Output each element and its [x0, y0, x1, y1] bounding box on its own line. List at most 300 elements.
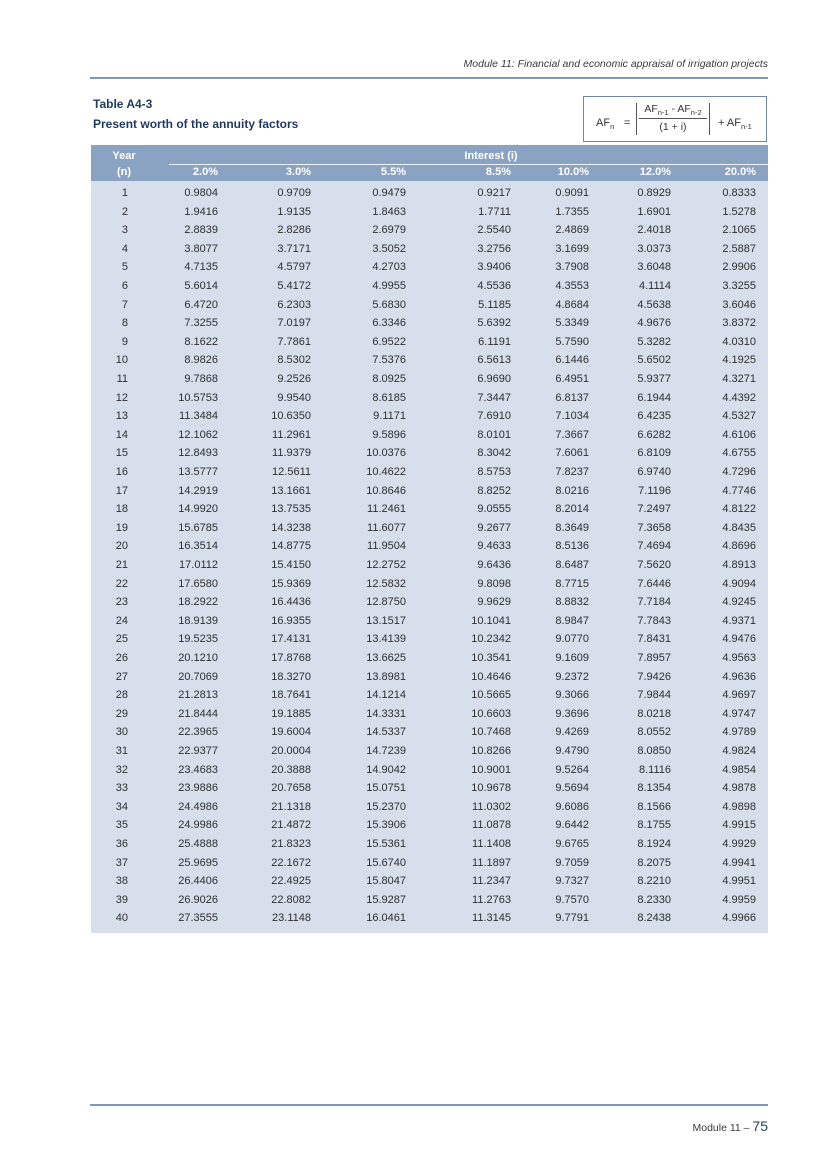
factor-cell: 10.4646 [471, 670, 511, 683]
factor-cell: 2.8839 [184, 224, 218, 237]
factor-cell: 4.1925 [722, 354, 756, 367]
factor-cell: 15.6740 [366, 856, 406, 869]
factor-cell: 20.7658 [271, 782, 311, 795]
factor-cell: 10.5753 [178, 391, 218, 404]
table-row [91, 408, 768, 426]
factor-cell: 14.2919 [178, 484, 218, 497]
factor-cell: 11.1408 [472, 838, 511, 850]
factor-cell: 7.6061 [555, 447, 589, 460]
factor-cell: 3.5052 [372, 242, 406, 255]
factor-cell: 8.5302 [277, 354, 311, 367]
year-cell: 29 [115, 707, 128, 720]
factor-cell: 7.8431 [637, 633, 671, 646]
table-row [91, 334, 768, 352]
factor-cell: 10.0376 [366, 447, 406, 460]
factor-cell: 14.7239 [366, 745, 406, 757]
header-rate: 3.0% [285, 166, 311, 178]
factor-cell: 0.8929 [637, 187, 671, 199]
factor-cell: 3.6046 [722, 298, 756, 311]
year-cell: 28 [115, 689, 128, 702]
factor-cell: 15.9369 [271, 577, 311, 590]
year-cell: 31 [115, 745, 128, 757]
year-cell: 17 [115, 484, 128, 497]
factor-cell: 7.3658 [637, 521, 671, 534]
factor-cell: 8.5136 [555, 540, 589, 553]
formula-equals: = [624, 117, 631, 129]
table-row [91, 371, 768, 389]
factor-cell: 7.7843 [637, 614, 671, 627]
factor-cell: 3.3255 [722, 280, 756, 292]
factor-cell: 7.6446 [637, 577, 671, 590]
factor-cell: 7.6910 [477, 410, 511, 423]
factor-cell: 9.8098 [477, 577, 511, 590]
factor-cell: 8.1924 [637, 838, 671, 850]
factor-cell: 16.3514 [178, 540, 218, 553]
factor-cell: 6.4235 [637, 410, 671, 423]
factor-cell: 21.1318 [271, 800, 311, 813]
factor-cell: 11.3484 [179, 410, 218, 423]
factor-cell: 8.1116 [638, 763, 671, 776]
factor-cell: 4.9951 [722, 875, 756, 888]
year-cell: 25 [115, 633, 128, 646]
factor-cell: 10.5665 [471, 689, 511, 702]
year-cell: 15 [115, 447, 128, 460]
table-row [91, 631, 768, 649]
year-cell: 20 [115, 540, 128, 553]
factor-cell: 4.9697 [722, 689, 756, 702]
factor-cell: 10.1041 [471, 614, 511, 627]
factor-cell: 0.9217 [477, 187, 511, 199]
factor-cell: 10.6350 [271, 410, 311, 423]
formula-lhs: $AF_n$ [596, 117, 615, 132]
factor-cell: 3.8372 [722, 317, 756, 330]
year-cell: 11 [116, 373, 128, 385]
factor-cell: 4.7296 [722, 466, 756, 478]
factor-cell: 2.9906 [722, 261, 756, 274]
factor-cell: 8.8252 [477, 484, 511, 497]
factor-cell: 6.8109 [637, 447, 671, 460]
factor-cell: 4.9476 [722, 633, 756, 646]
factor-cell: 4.9636 [722, 670, 756, 683]
factor-cell: 10.8266 [471, 745, 511, 757]
factor-cell: 4.9854 [722, 763, 756, 776]
factor-cell: 9.7570 [555, 893, 589, 906]
factor-cell: 1.9416 [184, 205, 218, 218]
factor-cell: 9.7059 [555, 856, 589, 869]
factor-cell: 4.9789 [722, 726, 756, 739]
factor-cell: 14.9042 [366, 763, 406, 776]
factor-cell: 1.7355 [555, 205, 589, 218]
table-row [91, 222, 768, 240]
factor-cell: 22.1672 [271, 856, 311, 869]
factor-cell: 7.8957 [637, 652, 671, 664]
table-row [91, 483, 768, 501]
factor-cell: 8.2330 [637, 893, 671, 906]
factor-cell: 3.9406 [477, 261, 511, 274]
factor-cell: 23.9886 [178, 782, 218, 795]
factor-cell: 8.0218 [637, 707, 671, 720]
header-rate: 20.0% [724, 166, 756, 178]
table-row [91, 259, 768, 277]
factor-cell: 9.7791 [555, 912, 589, 925]
factor-cell: 8.1566 [637, 800, 671, 813]
year-cell: 34 [115, 800, 128, 813]
factor-cell: 6.1944 [637, 391, 671, 404]
factor-cell: 14.9920 [178, 503, 218, 516]
page-number: 75 [752, 1118, 768, 1134]
factor-cell: 25.4888 [178, 838, 218, 850]
factor-cell: 4.9898 [722, 800, 756, 813]
year-cell: 16 [115, 466, 128, 478]
factor-cell: 9.3696 [555, 707, 589, 720]
factor-cell: 9.5694 [555, 782, 589, 795]
factor-cell: 11.6077 [367, 521, 406, 534]
factor-cell: 15.8047 [366, 875, 406, 888]
year-cell: 40 [115, 912, 128, 925]
factor-cell: 4.9824 [722, 745, 756, 757]
factor-cell: 5.3282 [637, 335, 671, 348]
year-cell: 8 [121, 317, 128, 330]
factor-cell: 2.4869 [555, 224, 589, 237]
factor-cell: 4.8696 [722, 540, 756, 553]
factor-cell: 2.8286 [277, 224, 311, 237]
header-interest: Interest (i) [464, 150, 518, 162]
factor-cell: 4.2703 [372, 261, 406, 274]
year-cell: 4 [121, 242, 128, 255]
factor-cell: 8.6487 [555, 559, 589, 571]
formula-fraction-line [639, 118, 707, 119]
factor-cell: 22.4925 [271, 875, 311, 888]
factor-cell: 9.4633 [477, 540, 511, 553]
factor-cell: 10.3541 [471, 652, 511, 664]
factor-cell: 4.8435 [722, 521, 756, 534]
factor-cell: 20.7069 [178, 670, 218, 683]
factor-cell: 20.1210 [178, 652, 218, 664]
factor-cell: 5.3349 [555, 317, 589, 330]
factor-cell: 6.4951 [555, 373, 589, 385]
table-row [91, 892, 768, 910]
factor-cell: 8.2014 [555, 503, 589, 516]
factor-cell: 14.1214 [366, 689, 406, 702]
table-row [91, 817, 768, 835]
factor-cell: 6.1191 [478, 335, 511, 348]
table-row [91, 241, 768, 259]
factor-cell: 11.1897 [472, 856, 511, 869]
table-row [91, 390, 768, 408]
factor-cell: 9.3066 [555, 689, 589, 702]
factor-cell: 7.3447 [477, 391, 511, 404]
table-row [91, 855, 768, 873]
factor-cell: 1.9135 [277, 205, 311, 218]
factor-cell: 1.7711 [478, 205, 511, 218]
table-row [91, 204, 768, 222]
factor-cell: 8.2075 [637, 856, 671, 869]
factor-cell: 9.2372 [555, 670, 589, 683]
table-row [91, 669, 768, 687]
factor-cell: 5.4172 [277, 280, 311, 292]
year-cell: 26 [115, 652, 128, 664]
factor-cell: 5.7590 [555, 335, 589, 348]
factor-cell: 7.1034 [555, 410, 589, 423]
factor-cell: 15.0751 [366, 782, 406, 795]
table-row [91, 445, 768, 463]
factor-cell: 9.6086 [555, 800, 589, 813]
factor-cell: 9.0770 [555, 633, 589, 646]
factor-cell: 15.2370 [366, 800, 406, 813]
table-row [91, 297, 768, 315]
factor-cell: 7.3667 [555, 428, 589, 441]
running-header: Module 11: Financial and economic appraisal of irrigation projects [463, 58, 768, 70]
year-cell: 10 [115, 354, 128, 367]
factor-cell: 10.7468 [471, 726, 511, 739]
factor-cell: 6.9740 [637, 466, 671, 478]
factor-cell: 11.2763 [472, 893, 511, 906]
factor-cell: 7.2497 [637, 503, 671, 516]
year-cell: 39 [115, 893, 128, 906]
table-row [91, 501, 768, 519]
year-cell: 12 [115, 391, 128, 404]
formula-box [583, 96, 767, 142]
factor-cell: 6.1446 [555, 354, 589, 367]
table-row [91, 557, 768, 575]
factor-cell: 3.6048 [637, 261, 671, 274]
year-cell: 30 [115, 726, 128, 739]
factor-cell: 5.1185 [478, 298, 511, 311]
year-cell: 23 [115, 596, 128, 609]
factor-cell: 11.0302 [472, 800, 511, 813]
factor-cell: 12.5832 [366, 577, 406, 590]
factor-cell: 9.4269 [555, 726, 589, 739]
factor-cell: 4.1114 [638, 280, 671, 292]
factor-cell: 8.5753 [477, 466, 511, 478]
factor-cell: 11.2347 [472, 875, 511, 888]
header-rate: 8.5% [485, 166, 511, 178]
year-cell: 36 [115, 838, 128, 850]
factor-cell: 21.8323 [271, 838, 311, 850]
year-cell: 22 [115, 577, 128, 590]
formula-denominator: (1 + i) [659, 121, 687, 133]
factor-cell: 6.9690 [477, 373, 511, 385]
factor-cell: 14.8775 [271, 540, 311, 553]
factor-cell: 14.3238 [271, 521, 311, 534]
factor-cell: 9.2526 [277, 373, 311, 385]
formula-plus-term: + $AF_{n-1}$ [718, 117, 752, 132]
factor-cell: 4.6755 [722, 447, 756, 460]
table-row [91, 743, 768, 761]
factor-cell: 4.7746 [722, 484, 756, 497]
factor-cell: 8.8832 [555, 596, 589, 609]
factor-cell: 15.6785 [178, 521, 218, 534]
factor-cell: 21.4872 [271, 819, 311, 832]
factor-cell: 4.9747 [722, 707, 756, 720]
header-rate: 12.0% [639, 166, 671, 178]
factor-cell: 4.9915 [722, 819, 756, 832]
factor-cell: 6.5613 [477, 354, 511, 367]
factor-cell: 3.7171 [277, 242, 311, 255]
factor-cell: 17.0112 [179, 559, 218, 571]
factor-cell: 0.9709 [277, 187, 311, 199]
year-cell: 14 [115, 428, 128, 441]
factor-cell: 6.2303 [277, 298, 311, 311]
factor-cell: 4.9929 [722, 838, 756, 850]
year-cell: 27 [115, 670, 128, 683]
factor-cell: 18.2922 [178, 596, 218, 609]
factor-cell: 4.9676 [637, 317, 671, 330]
factor-cell: 7.5620 [637, 559, 671, 571]
factor-cell: 11.2461 [367, 503, 406, 516]
table-row [91, 873, 768, 891]
factor-cell: 20.3888 [271, 763, 311, 776]
factor-cell: 7.1196 [638, 484, 671, 497]
factor-cell: 5.6392 [477, 317, 511, 330]
factor-cell: 0.9804 [184, 187, 218, 199]
factor-cell: 0.9479 [372, 187, 406, 199]
factor-cell: 4.9966 [722, 912, 756, 925]
table-row [91, 427, 768, 445]
factor-cell: 19.1885 [271, 707, 311, 720]
factor-cell: 8.7715 [555, 577, 589, 590]
factor-cell: 11.2961 [272, 428, 311, 441]
factor-cell: 10.9678 [471, 782, 511, 795]
factor-cell: 7.9426 [637, 670, 671, 683]
table-row [91, 650, 768, 668]
table-row [91, 594, 768, 612]
factor-cell: 4.9941 [722, 856, 756, 869]
year-cell: 33 [115, 782, 128, 795]
factor-cell: 9.6436 [477, 559, 511, 571]
factor-cell: 13.7535 [271, 503, 311, 516]
factor-cell: 1.8463 [372, 205, 406, 218]
factor-cell: 19.6004 [271, 726, 311, 739]
factor-cell: 9.1609 [555, 652, 589, 664]
factor-cell: 1.6901 [637, 205, 671, 218]
factor-cell: 8.6185 [372, 391, 406, 404]
factor-cell: 13.6625 [366, 652, 406, 664]
factor-cell: 6.9522 [372, 335, 406, 348]
table-row [91, 780, 768, 798]
factor-cell: 17.6580 [178, 577, 218, 590]
header-rate: 2.0% [192, 166, 218, 178]
factor-cell: 17.8768 [271, 652, 311, 664]
factor-cell: 22.3965 [178, 726, 218, 739]
factor-cell: 16.4436 [271, 596, 311, 609]
year-cell: 3 [121, 224, 128, 237]
factor-cell: 8.2210 [637, 875, 671, 888]
factor-cell: 20.0004 [271, 745, 311, 757]
factor-cell: 9.0555 [477, 503, 511, 516]
factor-cell: 17.4131 [271, 633, 311, 646]
factor-cell: 15.4150 [271, 559, 311, 571]
table-row [91, 687, 768, 705]
factor-cell: 9.6765 [555, 838, 589, 850]
factor-cell: 10.9001 [471, 763, 511, 776]
factor-cell: 12.2752 [366, 559, 406, 571]
factor-cell: 2.5887 [722, 242, 756, 255]
table-row [91, 762, 768, 780]
factor-cell: 12.1062 [178, 428, 218, 441]
factor-cell: 21.8444 [178, 707, 218, 720]
factor-cell: 19.5235 [178, 633, 218, 646]
factor-cell: 2.4018 [637, 224, 671, 237]
table-row [91, 910, 768, 928]
factor-cell: 4.9955 [372, 280, 406, 292]
factor-cell: 23.1148 [272, 912, 311, 925]
header-n: (n) [116, 166, 132, 178]
year-cell: 2 [121, 205, 128, 218]
factor-cell: 3.8077 [184, 242, 218, 255]
factor-cell: 11.0878 [472, 819, 511, 832]
factor-cell: 3.2756 [477, 242, 511, 255]
factor-cell: 18.7641 [271, 689, 311, 702]
factor-cell: 15.3906 [366, 819, 406, 832]
year-cell: 32 [115, 763, 128, 776]
factor-cell: 4.5797 [277, 261, 311, 274]
year-cell: 35 [115, 819, 128, 832]
table-header [91, 145, 768, 181]
factor-cell: 8.0850 [637, 745, 671, 757]
factor-cell: 7.8237 [555, 466, 589, 478]
factor-cell: 4.9371 [722, 614, 756, 627]
factor-cell: 15.5361 [366, 838, 406, 850]
factor-cell: 8.0216 [555, 484, 589, 497]
factor-cell: 4.8913 [722, 559, 756, 571]
factor-cell: 4.4392 [722, 391, 756, 404]
factor-cell: 13.1517 [366, 614, 406, 627]
table-row [91, 576, 768, 594]
factor-cell: 13.5777 [178, 466, 218, 478]
factor-cell: 22.9377 [178, 745, 218, 757]
factor-cell: 4.9563 [722, 652, 756, 664]
header-rate: 10.0% [557, 166, 589, 178]
factor-cell: 9.5896 [372, 428, 406, 441]
factor-cell: 9.6442 [555, 819, 589, 832]
footer-rule [90, 1104, 768, 1106]
factor-cell: 0.9091 [555, 187, 589, 199]
factor-cell: 7.9844 [637, 689, 671, 702]
factor-cell: 7.4694 [637, 540, 671, 553]
factor-cell: 5.9377 [637, 373, 671, 385]
factor-cell: 8.9847 [555, 614, 589, 627]
factor-cell: 0.8333 [722, 187, 756, 199]
factor-cell: 27.3555 [178, 912, 218, 925]
header-rule [90, 77, 768, 79]
factor-cell: 4.9878 [722, 782, 756, 795]
factor-cell: 4.6106 [722, 428, 756, 441]
factor-cell: 8.3649 [555, 521, 589, 534]
table-row [91, 836, 768, 854]
factor-cell: 7.3255 [184, 317, 218, 330]
factor-cell: 23.4683 [178, 763, 218, 776]
factor-cell: 11.9379 [272, 447, 311, 460]
table-row [91, 538, 768, 556]
factor-cell: 2.5540 [477, 224, 511, 237]
factor-cell: 25.9695 [178, 856, 218, 869]
factor-cell: 4.5638 [637, 298, 671, 311]
factor-cell: 5.6830 [372, 298, 406, 311]
factor-cell: 18.3270 [271, 670, 311, 683]
factor-cell: 6.4720 [184, 298, 218, 311]
header-rate: 5.5% [380, 166, 406, 178]
factor-cell: 13.4139 [366, 633, 406, 646]
factor-cell: 4.8122 [722, 503, 756, 516]
year-cell: 19 [115, 521, 128, 534]
factor-cell: 6.6282 [637, 428, 671, 441]
factor-cell: 9.7868 [184, 373, 218, 385]
factor-cell: 8.0925 [372, 373, 406, 385]
factor-cell: 18.9139 [178, 614, 218, 627]
factor-cell: 15.9287 [366, 893, 406, 906]
table-row [91, 185, 768, 203]
